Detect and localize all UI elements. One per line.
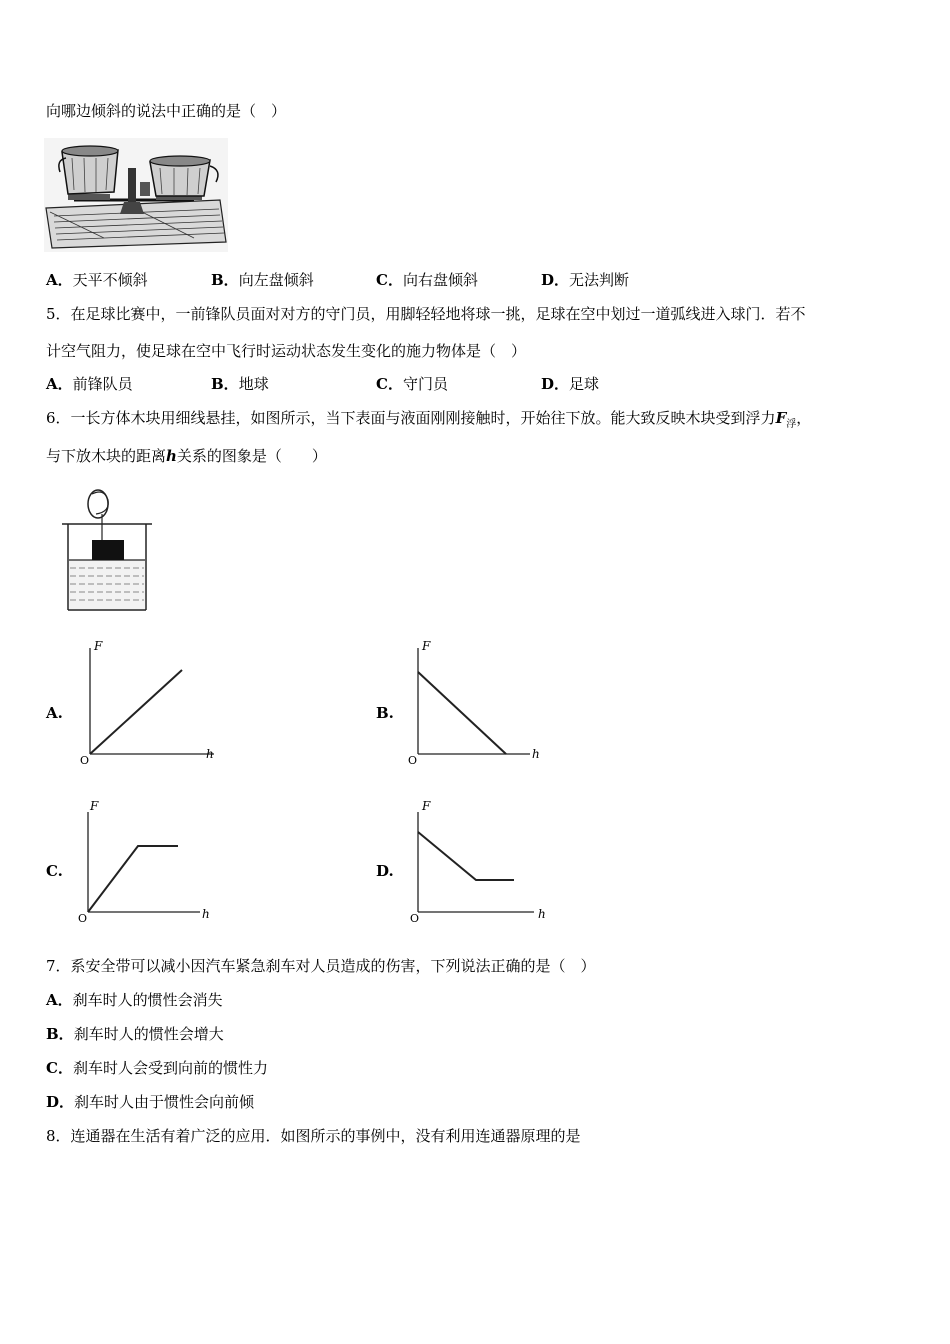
q5-options bbox=[46, 374, 726, 394]
q4-option-b[interactable]: B．向左盘倾斜 bbox=[211, 271, 314, 289]
q4-options bbox=[46, 270, 726, 290]
q6-graph-c bbox=[72, 796, 222, 928]
graph-d-x-label: h bbox=[538, 907, 546, 921]
graph-d-y-label: F bbox=[422, 799, 431, 813]
q5-option-b[interactable]: B．地球 bbox=[211, 375, 269, 393]
graph-b-origin: O bbox=[408, 754, 418, 767]
q6-graph-a bbox=[76, 636, 226, 768]
graph-d-origin: O bbox=[410, 912, 420, 925]
q4-option-a[interactable]: A．天平不倾斜 bbox=[46, 271, 148, 289]
q6-graph-b-label[interactable]: B. bbox=[376, 704, 394, 722]
q6-graph-d bbox=[404, 796, 554, 928]
q6-graph-b bbox=[404, 636, 554, 768]
graph-c-origin: O bbox=[78, 912, 88, 925]
q7-option-b[interactable]: B．刹车时人的惯性会增大 bbox=[46, 1025, 224, 1043]
balance-scale-figure bbox=[44, 138, 228, 252]
graph-b-y-label: F bbox=[422, 639, 431, 653]
q5-stem-line1: 5．在足球比赛中，一前锋队员面对对方的守门员，用脚轻轻地将球一挑，足球在空中划过一道弧线进入球门．若不 bbox=[46, 305, 806, 323]
q5-option-d[interactable]: D．足球 bbox=[541, 375, 600, 393]
graph-c-y-label: F bbox=[90, 799, 99, 813]
q5-option-c[interactable]: C．守门员 bbox=[376, 375, 448, 393]
q5-option-a[interactable]: A．前锋队员 bbox=[46, 375, 133, 393]
graph-a-origin: O bbox=[80, 754, 90, 767]
q7-stem: 7．系安全带可以减小因汽车紧急刹车对人员造成的伤害，下列说法正确的是（ ） bbox=[46, 957, 596, 975]
q7-option-c[interactable]: C．刹车时人会受到向前的惯性力 bbox=[46, 1059, 268, 1077]
graph-a-x-label: h bbox=[206, 747, 214, 761]
q5-stem-line2: 计空气阻力，使足球在空中飞行时运动状态发生变化的施力物体是（ ） bbox=[46, 342, 527, 360]
q6-graph-d-label[interactable]: D. bbox=[376, 862, 394, 880]
graph-b-x-label: h bbox=[532, 747, 540, 761]
q4-option-d[interactable]: D．无法判断 bbox=[541, 271, 630, 289]
q6-graph-a-label[interactable]: A. bbox=[46, 704, 63, 722]
beaker-figure bbox=[56, 484, 156, 616]
q6-graph-c-label[interactable]: C. bbox=[46, 862, 63, 880]
graph-a-y-label: F bbox=[94, 639, 103, 653]
q7-option-d[interactable]: D．刹车时人由于惯性会向前倾 bbox=[46, 1093, 255, 1111]
q4-stem: 向哪边倾斜的说法中正确的是（ ） bbox=[46, 102, 287, 120]
q8-stem: 8．连通器在生活有着广泛的应用．如图所示的事例中，没有利用连通器原理的是 bbox=[46, 1127, 581, 1145]
q6-stem-line2: 与下放木块的距离h关系的图象是（ ） bbox=[46, 447, 327, 465]
graph-c-x-label: h bbox=[202, 907, 210, 921]
q4-option-c[interactable]: C．向右盘倾斜 bbox=[376, 271, 478, 289]
q7-option-a[interactable]: A．刹车时人的惯性会消失 bbox=[46, 991, 223, 1009]
q6-stem-line1: 6．一长方体木块用细线悬挂，如图所示，当下表面与液面刚刚接触时，开始往下放。能大致反映木块受到浮力$F_浮$， bbox=[46, 409, 812, 430]
